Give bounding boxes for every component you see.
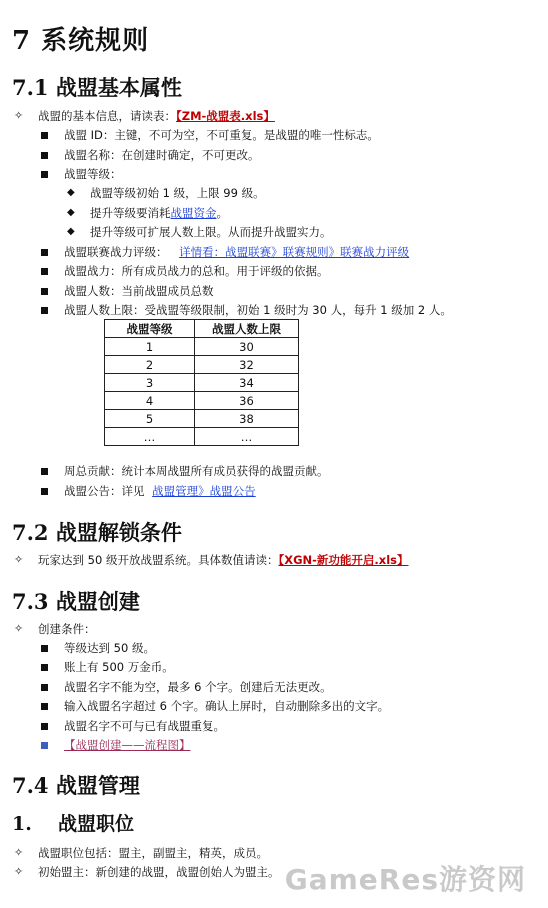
table-cell: … [195,428,299,446]
square-bullet-icon [41,488,48,495]
outline-diamond-bullet-icon: ✧ [14,846,24,859]
rating-text: 战盟联赛战力评级： [64,245,168,259]
id-line: 战盟 ID：主键，不可为空，不可重复。是战盟的唯一性标志。 [64,128,379,142]
section-heading-7-4: 7.4 战盟管理 [12,773,140,798]
create-item: 等级达到 50 级。 [64,641,155,655]
table-cell: 30 [195,338,299,356]
level-sub-2 [90,206,228,220]
rating-line [64,245,409,259]
table-header-capacity: 战盟人数上限 [195,320,299,338]
level-line: 战盟等级： [64,167,122,181]
square-bullet-icon [41,249,48,256]
watermark: GameRes游资网 [284,863,526,896]
table-row [105,392,299,410]
table-row [105,428,299,446]
table-cell: 3 [105,374,195,392]
table-header-level: 战盟等级 [105,320,195,338]
create-item: 战盟名字不能为空，最多 6 个字。创建后无法更改。 [64,680,332,694]
xgn-file-link[interactable]: 【XGN-新功能开启.xls】 [278,553,409,567]
square-bullet-icon [41,723,48,730]
table-header-row [105,320,299,338]
table-cell: … [105,428,195,446]
table-cell: 4 [105,392,195,410]
name-line: 战盟名称：在创建时确定，不可更改。 [64,148,260,162]
solid-diamond-bullet-icon: ◆ [67,226,75,237]
alliance-funds-link[interactable]: 战盟资金 [170,206,217,220]
table-cell: 2 [105,356,195,374]
flow-line [64,738,191,752]
create-item: 账上有 500 万金币。 [64,660,174,674]
solid-diamond-bullet-icon: ◆ [67,187,75,198]
square-bullet-icon [41,703,48,710]
table-cell: 1 [105,338,195,356]
table-row [105,356,299,374]
solid-diamond-bullet-icon: ◆ [67,207,75,218]
table-cell: 36 [195,392,299,410]
square-bullet-icon [41,664,48,671]
section-heading-7-2: 7.2 战盟解锁条件 [12,520,182,545]
initial-leader-line: 初始盟主：新创建的战盟，战盟创始人为盟主。 [38,865,280,879]
square-bullet-icon [41,645,48,652]
outline-diamond-bullet-icon: ✧ [14,109,24,122]
table-cell: 32 [195,356,299,374]
level-capacity-table [104,319,299,446]
square-bullet-icon [41,307,48,314]
subsection-heading [12,809,134,836]
blue-square-bullet-icon [41,742,48,749]
intro-line [38,109,275,123]
section-heading-7-3: 7.3 战盟创建 [12,589,140,614]
notice-text: 战盟公告：详见 [64,484,145,498]
notice-link[interactable]: 战盟管理》战盟公告 [152,484,256,498]
weekly-line: 周总贡献：统计本周战盟所有成员获得的战盟贡献。 [64,464,329,478]
table-row [105,410,299,428]
notice-line [64,484,256,498]
subsection-number: 1. [12,813,32,835]
section-heading-7-1: 7.1 战盟基本属性 [12,75,182,100]
table-cell: 5 [105,410,195,428]
outline-diamond-bullet-icon: ✧ [14,622,24,635]
table-cell: 34 [195,374,299,392]
league-rating-link[interactable]: 详情看：战盟联赛》联赛规则》联赛战力评级 [179,245,410,259]
create-item: 战盟名字不可与已有战盟重复。 [64,719,225,733]
create-item: 输入战盟名字超过 6 个字。确认上屏时，自动删除多出的文字。 [64,699,390,713]
table-row [105,374,299,392]
level-sub-1: 战盟等级初始 1 级，上限 99 级。 [90,186,265,200]
square-bullet-icon [41,288,48,295]
level-sub-2-text: 提升等级要消耗 [90,206,171,220]
power-line: 战盟战力：所有成员战力的总和。用于评级的依据。 [64,264,329,278]
square-bullet-icon [41,152,48,159]
zm-table-file-link[interactable]: 【ZM-战盟表.xls】 [176,109,275,123]
square-bullet-icon [41,468,48,475]
count-line: 战盟人数：当前战盟成员总数 [64,284,214,298]
table-cell: 38 [195,410,299,428]
position-line: 战盟职位包括：盟主，副盟主，精英，成员。 [38,846,268,860]
intro-text: 战盟的基本信息，请读表： [38,109,176,123]
square-bullet-icon [41,268,48,275]
square-bullet-icon [41,684,48,691]
unlock-line [38,553,408,567]
outline-diamond-bullet-icon: ✧ [14,553,24,566]
outline-diamond-bullet-icon: ✧ [14,865,24,878]
max-line: 战盟人数上限：受战盟等级限制，初始 1 级时为 30 人，每升 1 级加 2 人。 [64,303,452,317]
page-title: 7 系统规则 [12,26,150,56]
table-row [105,338,299,356]
subsection-title: 战盟职位 [58,813,135,835]
level-sub-3: 提升等级可扩展人数上限。从而提升战盟实力。 [90,225,332,239]
square-bullet-icon [41,132,48,139]
unlock-text: 玩家达到 50 级开放战盟系统。具体数值请读： [38,553,279,567]
square-bullet-icon [41,171,48,178]
create-flowchart-link[interactable]: 【战盟创建——流程图】 [64,738,191,752]
create-cond-line: 创建条件： [38,622,96,636]
level-sub-2-end: 。 [216,206,228,220]
